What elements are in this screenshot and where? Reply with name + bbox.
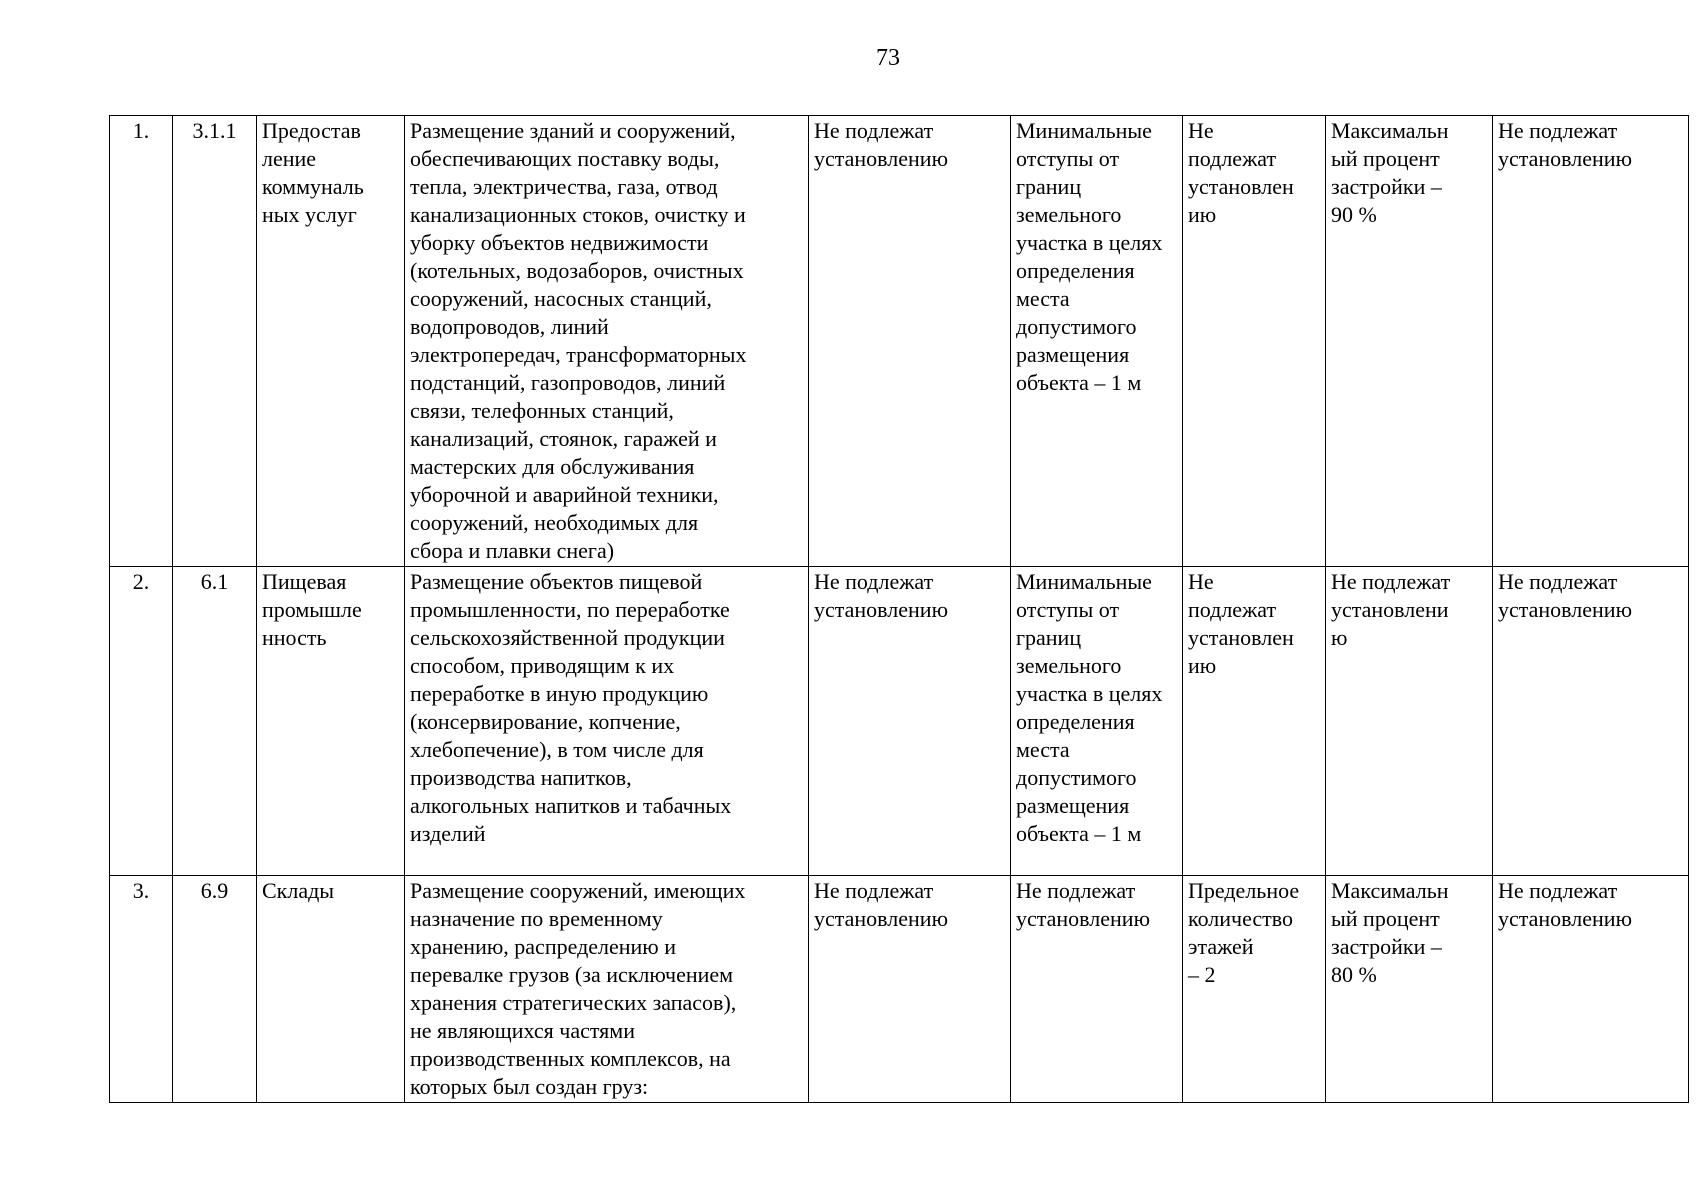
row-number: 2. [110, 567, 173, 876]
use-description: Размещение объектов пищевой промышленности, по переработке сельскохозяйственной продукции способом, приводящим к их переработке в иную продукцию (консервирование, копчение, хлебопечение), в том числе для производства напитков, алкогольных напитков и табачных изделий [405, 567, 809, 876]
other-parameter-cell: Не подлежат установлению [1493, 116, 1689, 567]
row-number: 3. [110, 876, 173, 1103]
use-description: Размещение сооружений, имеющих назначение по временному хранению, распределению и перевалке грузов (за исключением хранения стратегических запасов), не являющихся частями производственных комплексов, на которых был создан груз: [405, 876, 809, 1103]
use-code: 6.9 [173, 876, 257, 1103]
use-name: Склады [257, 876, 405, 1103]
use-description: Размещение зданий и сооружений, обеспечивающих поставку воды, тепла, электричества, газа, отвод канализационных стоков, очистку и уборку объектов недвижимости (котельных, водозаборов, очистных сооружений, насосных станций, водопроводов, линий электропередач, трансформаторных подстанций, газопроводов, линий связи, телефонных станций, канализаций, стоянок, гаражей и мастерских для обслуживания уборочной и аварийной техники, сооружений, необходимых для сбора и плавки снега) [405, 116, 809, 567]
floors-cell: Предельное количество этажей – 2 [1183, 876, 1326, 1103]
floors-cell: Не подлежат установлен ию [1183, 116, 1326, 567]
floors-cell: Не подлежат установлен ию [1183, 567, 1326, 876]
parameter-cell: Не подлежат установлению [809, 567, 1011, 876]
page-number: 73 [876, 45, 900, 71]
setback-cell: Не подлежат установлению [1011, 876, 1183, 1103]
table-row [110, 116, 1689, 567]
coverage-cell: Максимальн ый процент застройки – 80 % [1326, 876, 1493, 1103]
row-number: 1. [110, 116, 173, 567]
other-parameter-cell: Не подлежат установлению [1493, 567, 1689, 876]
table-row [110, 876, 1689, 1103]
setback-cell: Минимальные отступы от границ земельного участка в целях определения места допустимого размещения объекта – 1 м [1011, 116, 1183, 567]
zoning-table [109, 115, 1689, 1103]
use-name: Пищевая промышле нность [257, 567, 405, 876]
table-row [110, 567, 1689, 876]
coverage-cell: Не подлежат установлени ю [1326, 567, 1493, 876]
parameter-cell: Не подлежат установлению [809, 116, 1011, 567]
setback-cell: Минимальные отступы от границ земельного участка в целях определения места допустимого размещения объекта – 1 м [1011, 567, 1183, 876]
parameter-cell: Не подлежат установлению [809, 876, 1011, 1103]
use-name: Предостав ление коммуналь ных услуг [257, 116, 405, 567]
use-code: 3.1.1 [173, 116, 257, 567]
coverage-cell: Максимальн ый процент застройки – 90 % [1326, 116, 1493, 567]
other-parameter-cell: Не подлежат установлению [1493, 876, 1689, 1103]
use-code: 6.1 [173, 567, 257, 876]
